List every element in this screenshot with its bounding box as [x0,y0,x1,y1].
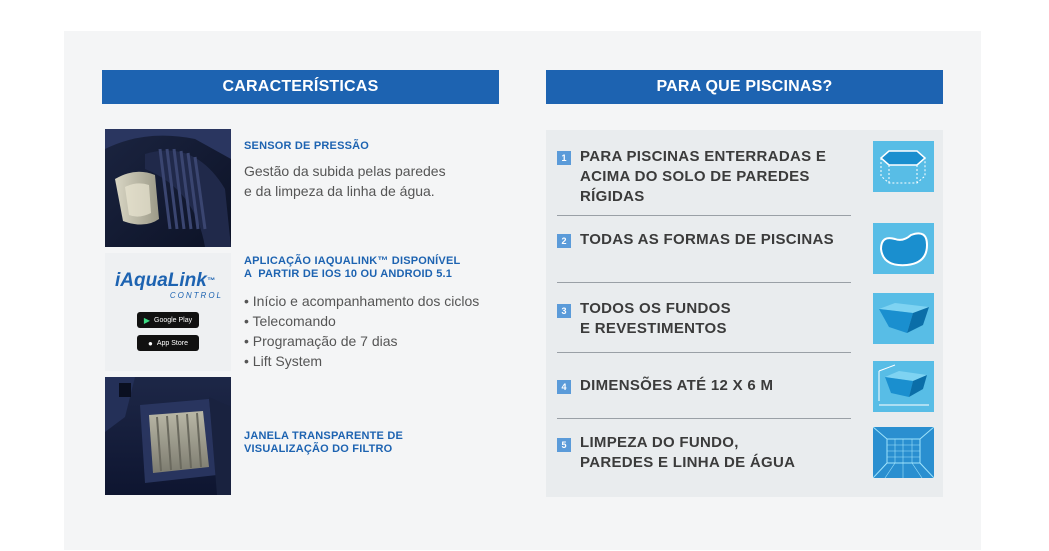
pressure-sensor-image [105,129,231,247]
pool-type-item-1: PARA PISCINAS ENTERRADAS E ACIMA DO SOLO DE PAREDES RÍGIDAS [580,148,827,205]
pool-type-item-3: TODOS OS FUNDOS E REVESTIMENTOS [580,300,731,337]
item-number-3: 3 [557,304,571,318]
above-ground-pool-icon [873,141,934,192]
item-number-4: 4 [557,380,571,394]
separator [557,282,851,283]
pool-type-item-2: TODAS AS FORMAS DE PISCINAS [580,231,834,248]
apple-icon: ● [148,338,153,348]
item-number-2: 2 [557,234,571,248]
item-number-1: 1 [557,151,571,165]
pool-walls-waterline-icon [873,427,934,478]
iaqualink-app-logo: iAquaLink™ CONTROL ▶ Google Play ● App Store [105,253,231,371]
pressure-sensor-title: SENSOR DE PRESSÃO [244,140,370,152]
pool-floor-icon [873,293,934,344]
app-title: APLICAÇÃO IAQUALINK™ DISPONÍVEL A PARTIR DE IOS 10 OU ANDROID 5.1 [244,255,461,280]
separator [557,352,851,353]
separator [557,418,851,419]
pool-dimensions-icon [873,361,934,412]
control-subtitle: CONTROL [169,291,223,300]
list-item: • Início e acompanhamento dos ciclos [244,293,480,309]
app-store-badge[interactable]: ● App Store [137,335,199,351]
play-icon: ▶ [143,315,150,325]
pool-types-header: PARA QUE PISCINAS? [546,70,943,104]
separator [557,215,851,216]
google-play-badge[interactable]: ▶ Google Play [137,312,199,328]
pressure-sensor-description: Gestão da subida pelas paredes e da limpeza da linha de água. [244,163,446,199]
characteristics-header: CARACTERÍSTICAS [102,70,499,104]
pool-type-item-5: LIMPEZA DO FUNDO, PAREDES E LINHA DE ÁGUA [580,434,796,471]
pool-type-item-4: DIMENSÕES ATÉ 12 X 6 M [580,377,774,394]
list-item: • Programação de 7 dias [244,333,398,349]
list-item: • Telecomando [244,313,336,329]
iaqualink-brand: iAquaLink [115,270,207,291]
app-features-list [244,291,479,371]
filter-window-title: JANELA TRANSPARENTE DE VISUALIZAÇÃO DO FILTRO [244,430,404,455]
item-number-5: 5 [557,438,571,452]
freeform-pool-icon [873,223,934,274]
list-item: • Lift System [244,353,323,369]
filter-window-image [105,377,231,495]
